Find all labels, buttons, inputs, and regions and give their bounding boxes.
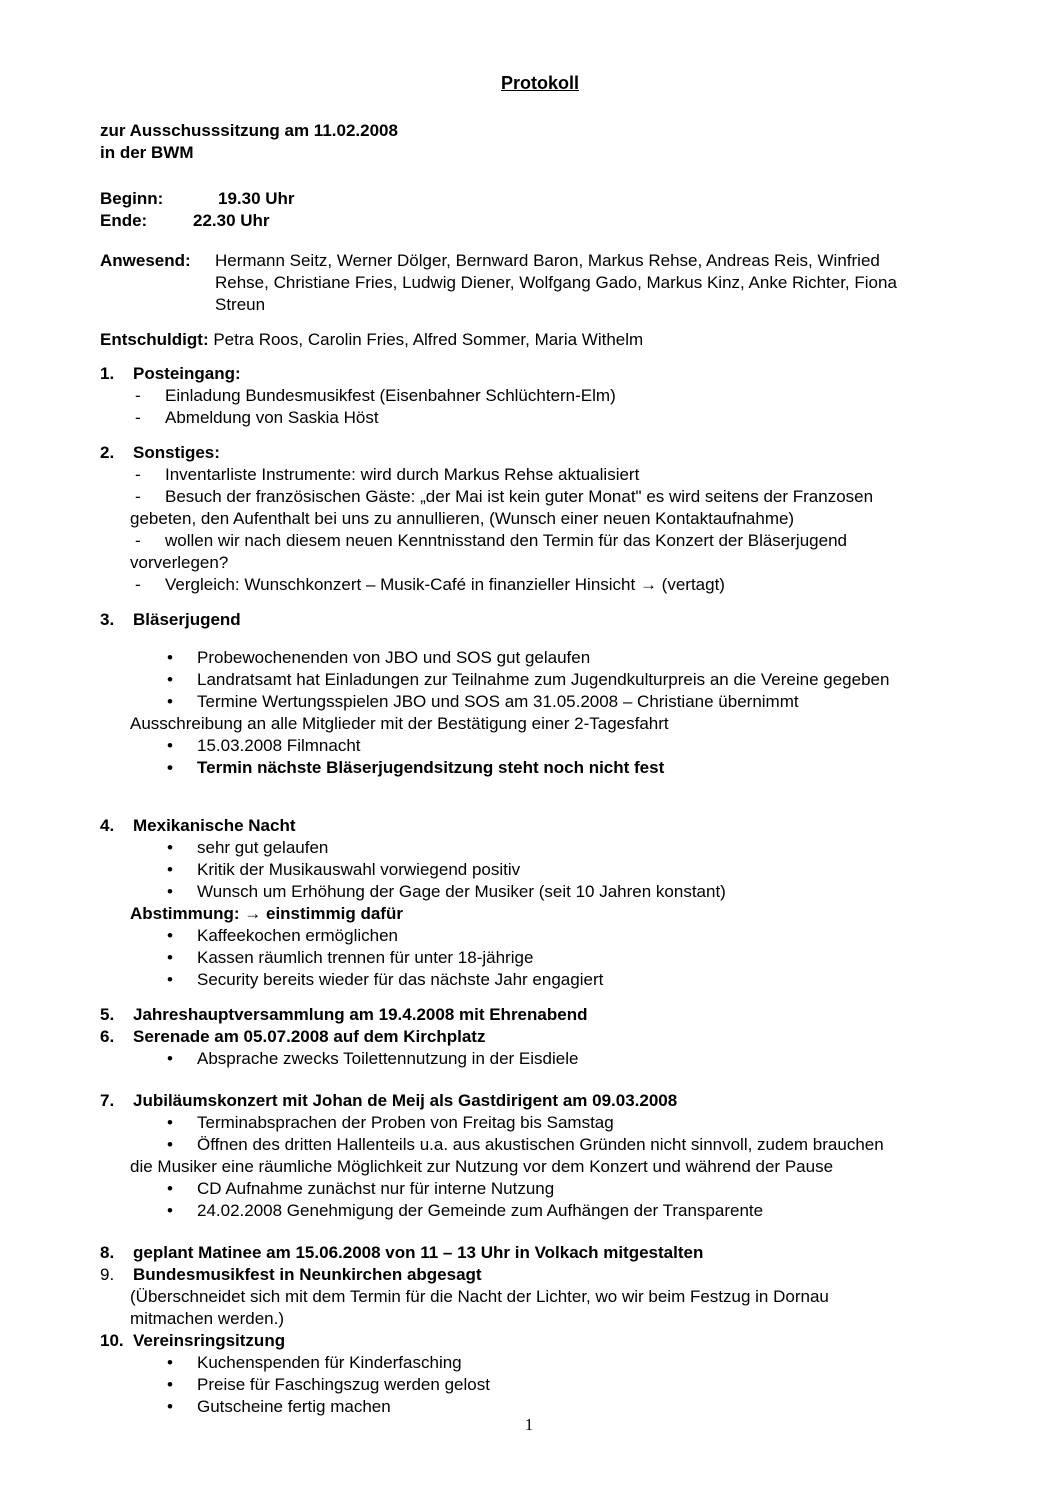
attendees-line: Rehse, Christiane Fries, Ludwig Diener, Wolfgang Gado, Markus Kinz, Anke Richter, Fiona [215, 273, 897, 292]
list-item-text: Termin nächste Bläserjugendsitzung steht noch nicht fest [197, 758, 665, 777]
list-item-continuation: die Musiker eine räumliche Möglichkeit zur Nutzung vor dem Konzert und während der Pause [130, 1157, 834, 1176]
bullet-marker: • [167, 948, 173, 967]
list-item-text: Öffnen des dritten Hallenteils u.a. aus akustischen Gründen nicht sinnvoll, zudem brauchen [197, 1135, 884, 1154]
list-item [100, 1374, 980, 1396]
section-note: mitmachen werden.) [130, 1309, 285, 1328]
bullet-marker: • [167, 860, 173, 879]
section-number: 10. [100, 1331, 124, 1350]
list-item-text: 15.03.2008 Filmnacht [197, 736, 361, 755]
list-item [100, 1200, 980, 1222]
end-time-value: 22.30 Uhr [193, 211, 270, 230]
section-number: 5. [100, 1005, 115, 1024]
meeting-subtitle [100, 120, 980, 164]
list-item [100, 859, 980, 881]
dash-marker: - [135, 487, 141, 506]
list-item-text: Besuch der französischen Gäste: „der Mai ist kein guter Monat" es wird seitens der Franzosen [165, 487, 874, 506]
list-item-text: Kuchenspenden für Kinderfasching [197, 1353, 462, 1372]
dash-marker: - [135, 408, 141, 427]
section-number: 6. [100, 1027, 115, 1046]
excused-label: Entschuldigt: [100, 330, 209, 349]
list-item [100, 464, 980, 486]
list-item [100, 837, 980, 859]
section-title: Serenade am 05.07.2008 auf dem Kirchplatz [133, 1027, 486, 1046]
end-time-label: Ende: [100, 211, 148, 230]
section-title: Sonstiges: [133, 443, 220, 462]
bullet-marker: • [167, 736, 173, 755]
section-title: Mexikanische Nacht [133, 816, 296, 835]
section-heading-posteingang [100, 363, 980, 385]
bullet-marker: • [167, 648, 173, 667]
bullet-marker: • [167, 1201, 173, 1220]
list-item [100, 925, 980, 947]
document-title: Protokoll [500, 73, 579, 93]
bullet-marker: • [167, 926, 173, 945]
list-item-text: CD Aufnahme zunächst nur für interne Nutzung [197, 1179, 555, 1198]
dash-marker: - [135, 386, 141, 405]
list-item-text: Preise für Faschingszug werden gelost [197, 1375, 490, 1394]
section-number: 8. [100, 1243, 115, 1262]
page-number: 1 [524, 1415, 534, 1434]
section-heading-matinee [100, 1242, 980, 1264]
bullet-marker: • [167, 1397, 173, 1416]
list-item [100, 1112, 980, 1134]
bullet-marker: • [167, 1135, 173, 1154]
bullet-marker: • [167, 882, 173, 901]
vote-result: Abstimmung: → einstimmig dafür [130, 904, 403, 923]
list-item [100, 691, 980, 713]
excused-names: Petra Roos, Carolin Fries, Alfred Sommer, Maria Withelm [213, 330, 644, 349]
section-title: Jubiläumskonzert mit Johan de Meij als Gastdirigent am 09.03.2008 [133, 1091, 678, 1110]
section-heading-jubilaeumskonzert [100, 1090, 980, 1112]
dash-marker: - [135, 531, 141, 550]
list-item-text: 24.02.2008 Genehmigung der Gemeinde zum Aufhängen der Transparente [197, 1201, 764, 1220]
section-title: Jahreshauptversammlung am 19.4.2008 mit Ehrenabend [133, 1005, 588, 1024]
section-heading-sonstiges [100, 442, 980, 464]
section-number: 1. [100, 364, 115, 383]
bullet-marker: • [167, 758, 173, 777]
bullet-marker: • [167, 1049, 173, 1068]
bullet-marker: • [167, 1179, 173, 1198]
list-item-text: Kaffeekochen ermöglichen [197, 926, 398, 945]
list-item-text: Inventarliste Instrumente: wird durch Markus Rehse aktualisiert [165, 465, 640, 484]
section-number: 4. [100, 816, 115, 835]
section-title: geplant Matinee am 15.06.2008 von 11 – 13 Uhr in Volkach mitgestalten [133, 1243, 704, 1262]
attendees-label: Anwesend: [100, 251, 191, 270]
meeting-subject: zur Ausschusssitzung am 11.02.2008 [100, 121, 398, 140]
list-item [100, 735, 980, 757]
list-item [100, 881, 980, 903]
list-item [100, 407, 980, 429]
list-item [100, 486, 980, 508]
list-item-text: Kassen räumlich trennen für unter 18-jährige [197, 948, 534, 967]
excused-block [100, 329, 980, 351]
list-item [100, 757, 980, 779]
section-title: Posteingang: [133, 364, 241, 383]
list-item-continuation: Ausschreibung an alle Mitglieder mit der Bestätigung einer 2-Tagesfahrt [130, 714, 669, 733]
section-heading-jahreshauptversammlung [100, 1004, 980, 1026]
section-heading-blaeserjugend [100, 609, 980, 631]
list-item-text: Termine Wertungsspielen JBO und SOS am 31.05.2008 – Christiane übernimmt [197, 692, 799, 711]
list-item [100, 647, 980, 669]
dash-marker: - [135, 575, 141, 594]
dash-marker: - [135, 465, 141, 484]
list-item-text: Landratsamt hat Einladungen zur Teilnahme zum Jugendkulturpreis an die Vereine gegeben [197, 670, 890, 689]
meeting-times [100, 188, 980, 232]
section-title: Vereinsringsitzung [133, 1331, 286, 1350]
bullet-marker: • [167, 692, 173, 711]
start-time-value: 19.30 Uhr [218, 189, 295, 208]
list-item [100, 969, 980, 991]
list-item-text: Vergleich: Wunschkonzert – Musik-Café in finanzieller Hinsicht → (vertagt) [165, 575, 725, 594]
section-title: Bundesmusikfest in Neunkirchen abgesagt [133, 1265, 482, 1284]
bullet-marker: • [167, 1113, 173, 1132]
start-time-label: Beginn: [100, 189, 164, 208]
list-item-text: Terminabsprachen der Proben von Freitag bis Samstag [197, 1113, 614, 1132]
section-number: 3. [100, 610, 115, 629]
section-note: (Überschneidet sich mit dem Termin für die Nacht der Lichter, wo wir beim Festzug in Dornau [130, 1287, 829, 1306]
list-item-text: Abmeldung von Saskia Höst [165, 408, 379, 427]
list-item [100, 1352, 980, 1374]
attendees-line: Hermann Seitz, Werner Dölger, Bernward Baron, Markus Rehse, Andreas Reis, Winfried [215, 251, 880, 270]
list-item-text: Probewochenenden von JBO und SOS gut gelaufen [197, 648, 591, 667]
end-time-row [100, 210, 980, 232]
section-title: Bläserjugend [133, 610, 241, 629]
list-item-text: Einladung Bundesmusikfest (Eisenbahner Schlüchtern-Elm) [165, 386, 616, 405]
bullet-marker: • [167, 1375, 173, 1394]
section-number: 2. [100, 443, 115, 462]
section-heading-vereinsringsitzung [100, 1330, 980, 1352]
bullet-marker: • [167, 970, 173, 989]
list-item [100, 1134, 980, 1156]
list-item [100, 1178, 980, 1200]
list-item-text: Security bereits wieder für das nächste Jahr engagiert [197, 970, 604, 989]
list-item [100, 947, 980, 969]
section-heading-mexikanische-nacht [100, 815, 980, 837]
list-item-continuation: vorverlegen? [130, 553, 229, 572]
list-item-text: sehr gut gelaufen [197, 838, 329, 857]
bullet-marker: • [167, 838, 173, 857]
list-item-text: Absprache zwecks Toilettennutzung in der Eisdiele [197, 1049, 579, 1068]
section-heading-serenade [100, 1026, 980, 1048]
list-item [100, 385, 980, 407]
list-item [100, 669, 980, 691]
attendees-block [100, 250, 980, 316]
section-heading-bundesmusikfest [100, 1264, 980, 1286]
section-number: 9. [100, 1265, 115, 1284]
bullet-marker: • [167, 670, 173, 689]
start-time-row [100, 188, 980, 210]
list-item-text: Gutscheine fertig machen [197, 1397, 391, 1416]
meeting-location: in der BWM [100, 143, 194, 162]
list-item-continuation: gebeten, den Aufenthalt bei uns zu annullieren, (Wunsch einer neuen Kontaktaufnahme) [130, 509, 795, 528]
bullet-marker: • [167, 1353, 173, 1372]
list-item-text: Wunsch um Erhöhung der Gage der Musiker (seit 10 Jahren konstant) [197, 882, 726, 901]
section-number: 7. [100, 1091, 115, 1110]
list-item-text: Kritik der Musikauswahl vorwiegend positiv [197, 860, 521, 879]
list-item [100, 530, 980, 552]
list-item [100, 574, 980, 596]
list-item [100, 1048, 980, 1070]
list-item-text: wollen wir nach diesem neuen Kenntnisstand den Termin für das Konzert der Bläserjugend [165, 531, 847, 550]
attendees-line: Streun [215, 295, 266, 314]
